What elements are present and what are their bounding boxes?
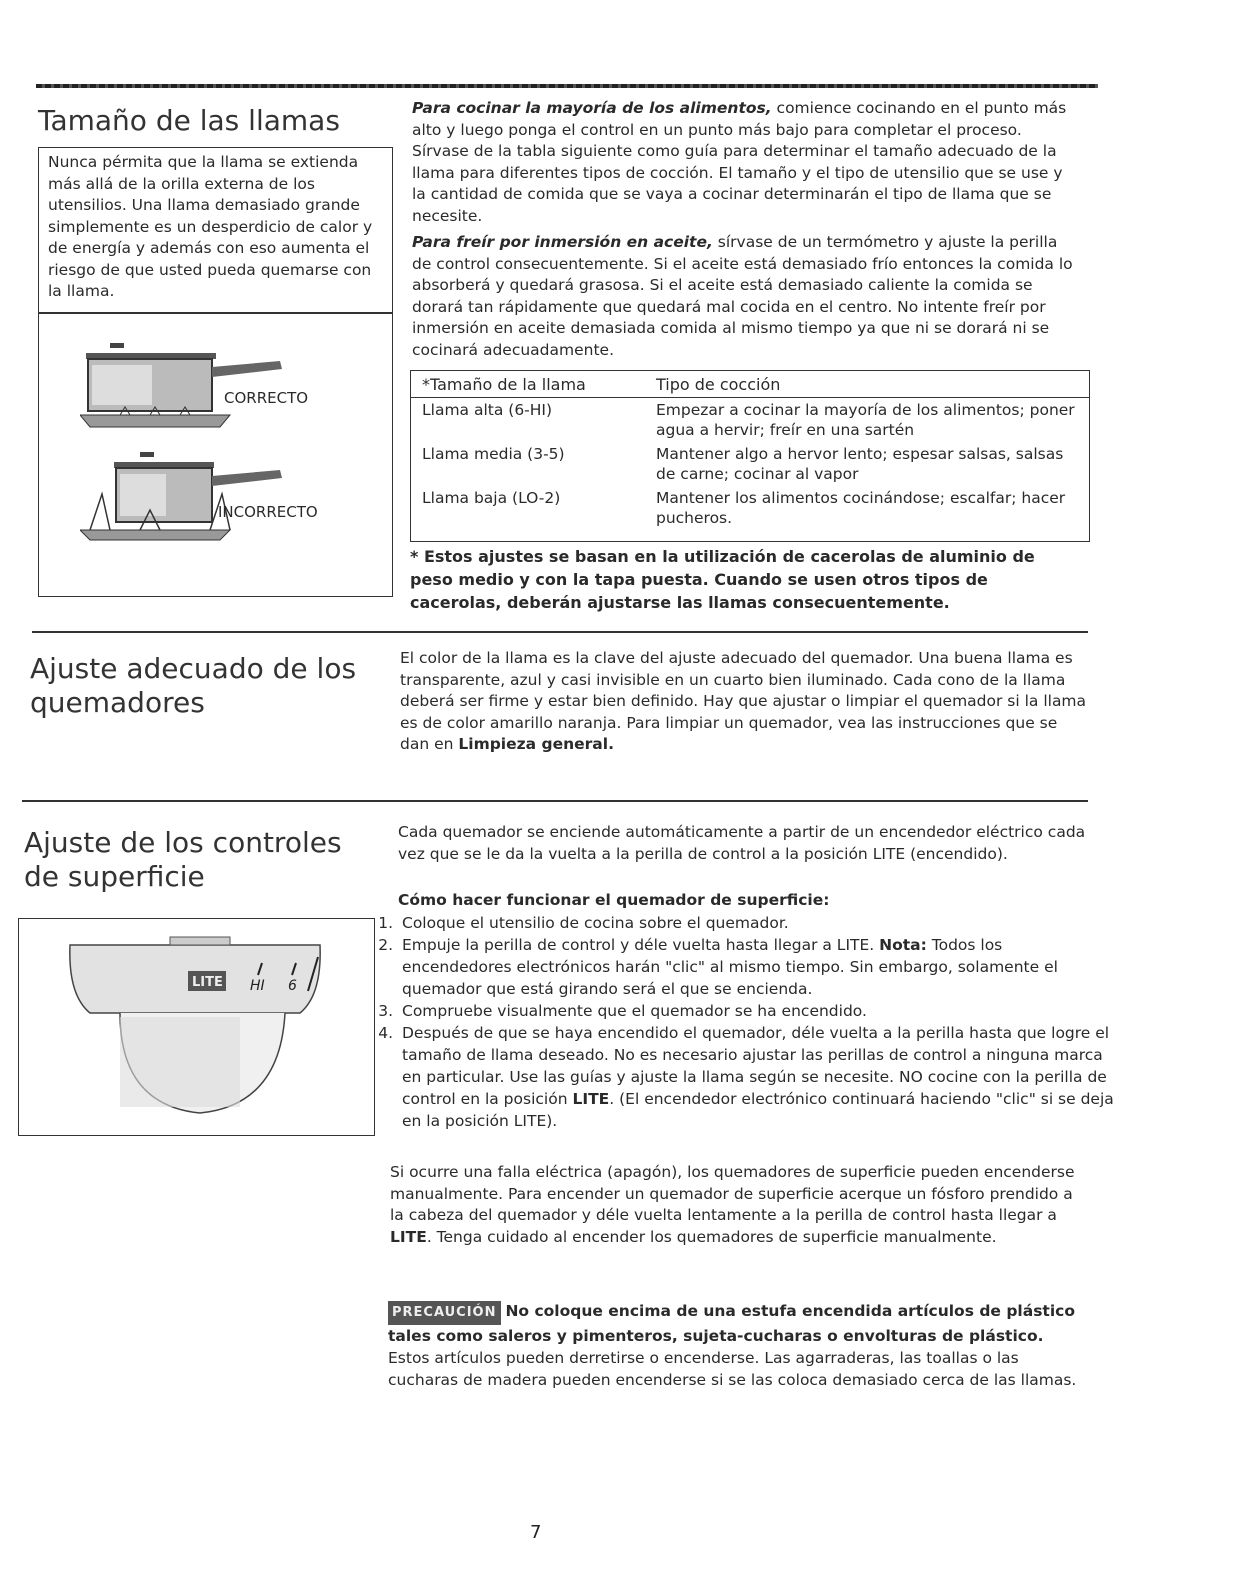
paragraph-power-failure [390,1162,1080,1248]
table-header-type: Tipo de cocción [644,372,1090,398]
steps-title: Cómo hacer funcionar el quemador de superficie: [398,891,830,909]
table-cell: Mantener algo a hervor lento; espesar salsas, salsas de carne; cocinar al vapor [656,445,1064,483]
power-failure-body: Si ocurre una falla eléctrica (apagón), los quemadores de superficie pueden encenderse manualmente. Para encender un quemador de superficie acerque un fósforo prendido a la cabeza del quemador y déle vuelta lentamente a la perilla de control hasta llegar a [390,1163,1075,1224]
step4-text: Después de que se haya encendido el quemador, déle vuelta a la perilla hasta que logre el tamaño de llama deseado. No es necesario ajustar las perillas de control a ninguna marca en particular. Use las guías y ajuste la llama según se necesite. NO cocine con la perilla de control en la posición [402,1024,1110,1108]
top-rule [36,84,1098,88]
page-number: 7 [530,1522,542,1543]
paragraph-cooking-body: comience cocinando en el punto más alto y luego ponga el control en un punto más bajo para completar el proceso. Sírvase de la tabla siguiente como guía para determinar el tamaño adecuado de la llama para diferentes tipos de cocción. El tamaño y el tipo de utensilio que se use y la cantidad de comida que se vaya a cocinar determinarán el tipo de llama que se necesite. [412,99,1067,225]
table-cell: Empezar a cocinar la mayoría de los alimentos; poner agua a hervir; freír en una sartén [656,401,1075,439]
section2-title: Ajuste adecuado de los quemadores [30,652,357,719]
table-cell: Llama media (3-5) [422,445,565,463]
power-failure-end: . Tenga cuidado al encender los quemadores de superficie manualmente. [426,1227,997,1246]
paragraph-cooking [412,98,1080,227]
burner-adjust-body: El color de la llama es la clave del ajuste adecuado del quemador. Una buena llama es transparente, azul y casi invisible en un cuarto bien iluminado. Cada cono de la llama deberá ser firme y estar bien definido. Hay que ajustar o limpiar el quemador si la llama es de color amarillo naranja. Para limpiar un quemador, vea las instrucciones que se dan en [400,649,1087,753]
list-item [398,934,1114,1000]
step4-end: . (El encendedor electrónico continuará haciendo "clic" si se deja en la posición LITE). [402,1090,1114,1130]
section1-title: Tamaño de las llamas [38,104,340,137]
step1-text: Coloque el utensilio de cocina sobre el quemador. [402,914,789,932]
knob-six-label: 6 [288,978,297,994]
paragraph-burner-adjust [400,648,1090,756]
section2-rule [32,631,1088,633]
table-cell: Llama baja (LO-2) [422,489,561,507]
paragraph-frying [412,232,1080,361]
flame-warning-text: Nunca pérmita que la llama se extienda más allá de la orilla externa de los utensilios. Una llama demasiado grande simplemente es un desperdicio de calor y de energía y además con eso aumenta el riesgo de que usted pueda quemarse con la llama. [48,153,373,300]
step3-text: Compruebe visualmente que el quemador se ha encendido. [402,1002,867,1020]
paragraph-frying-lead: Para freír por inmersión en aceite, [412,233,713,251]
power-failure-lite: LITE [390,1227,427,1246]
pot-incorrect-illustration [80,450,300,545]
step2-note-text: Todos los encendedores electrónicos harán "clic" al mismo tiempo. Sin embargo, solamente el quemador que está girando será el que se encienda. [402,936,1058,998]
paragraph-caution [388,1300,1078,1391]
paragraph-frying-body: sírvase de un termómetro y ajuste la perilla de control consecuentemente. Si el aceite está demasiado frío entonces la comida lo absorberá y quedará grasosa. Si el aceite está demasiado caliente la comida se dorará tan rápidamente que quedará mal cocida en el centro. No intente freír por inmersión en aceite demasiada comida al mismo tiempo ya que ni se dorará ni se cocinará adecuadamente. [412,233,1073,359]
table-footnote: * Estos ajustes se basan en la utilización de cacerolas de aluminio de peso medio y con la tapa puesta. Cuando se usen otros tipos de cacerolas, deberán ajustarse las llamas consecuentemente. [410,547,1035,612]
knob-hi-label: HI [250,978,265,994]
step2-text: Empuje la perilla de control y déle vuelta hasta llegar a LITE. [402,936,880,954]
control-knob-illustration [60,935,340,1125]
table-cell: Llama alta (6-HI) [422,401,553,419]
box-divider [38,312,393,314]
caution-badge: PRECAUCIÓN [388,1301,501,1325]
knob-lite-label: LITE [192,975,223,990]
burner-adjust-link-text: Limpieza general. [458,735,614,753]
step4-lite: LITE [572,1090,610,1108]
table-cell: Mantener los alimentos cocinándose; escalfar; hacer pucheros. [656,489,1066,527]
controls-intro-body: Cada quemador se enciende automáticamente a partir de un encendedor eléctrico cada vez que se le da la vuelta a la perilla de control a la posición [398,823,1086,863]
label-incorrect: INCORRECTO [218,503,318,521]
pot-correct-illustration [80,335,300,435]
steps-list [364,912,1114,1132]
label-correct: CORRECTO [224,389,309,407]
list-item [398,912,1114,934]
section3-rule [22,800,1088,802]
section3-title: Ajuste de los controles de superficie [24,826,342,893]
flame-size-table [410,372,1090,530]
list-item [398,1022,1114,1132]
controls-intro-lite: LITE [872,844,906,863]
paragraph-controls-intro [398,822,1088,865]
controls-intro-end: (encendido). [905,844,1008,863]
table-row [410,442,1090,486]
paragraph-cooking-lead: Para cocinar la mayoría de los alimentos, [412,99,772,117]
step2-note-label: Nota: [879,936,927,954]
table-header-size: *Tamaño de la llama [410,372,644,398]
table-row [410,398,1090,443]
table-row [410,486,1090,530]
caution-body: Estos artículos pueden derretirse o encenderse. Las agarraderas, las toallas o las cucharas de madera pueden encenderse si se las coloca demasiado cerca de las llamas. [388,1349,1077,1389]
list-item [398,1000,1114,1022]
caution-bold-text: No coloque encima de una estufa encendida artículos de plástico tales como saleros y pimenteros, sujeta-cucharas o envolturas de plástico. [388,1302,1075,1345]
